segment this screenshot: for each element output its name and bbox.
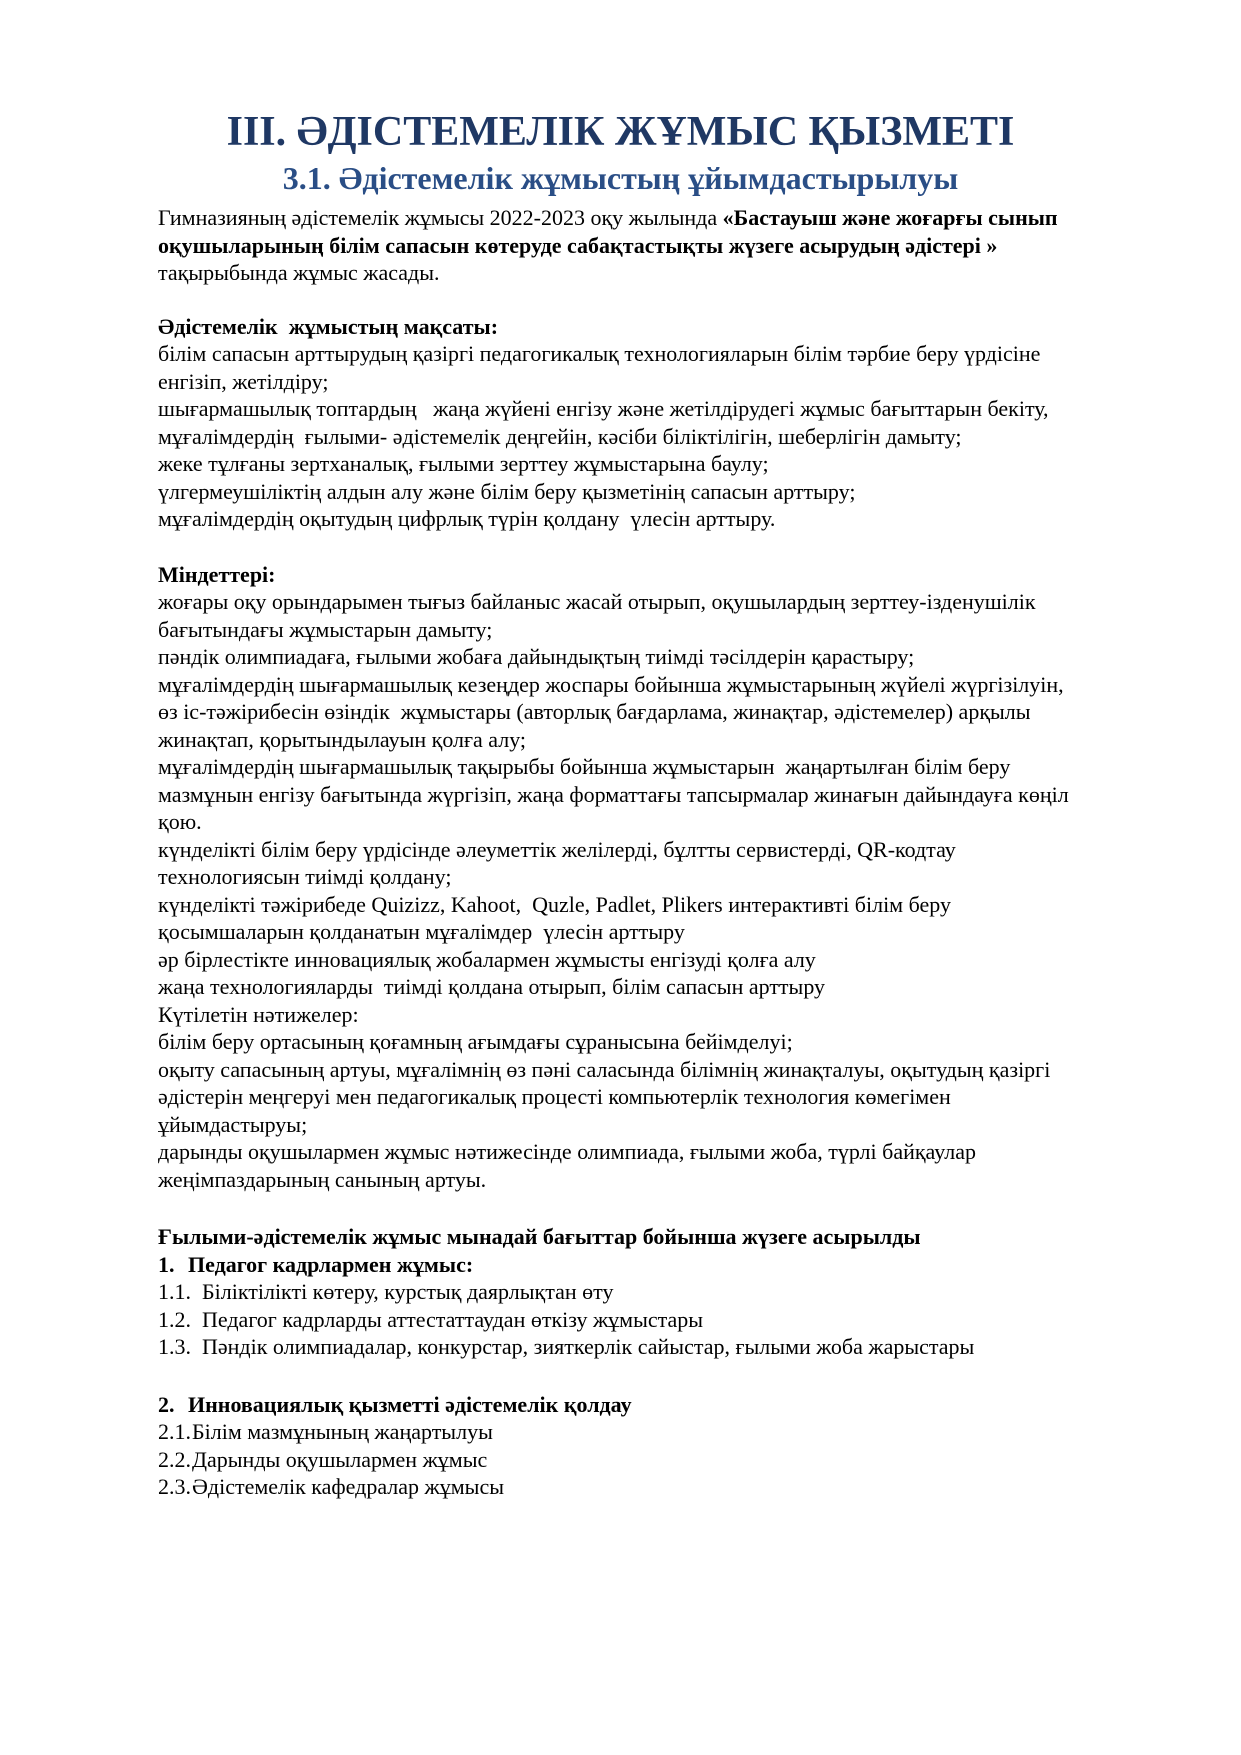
task-item: оқыту сапасының артуы, мұғалімнің өз пәні саласында білімнің жинақталуы, оқытудың қазіргі әдістерін меңгеруі мен педагогикалық процесті компьютерлік технология көмегімен ұйымдастыруы;: [158, 1056, 1056, 1137]
task-item: жоғары оқу орындарымен тығыз байланыс жасай отырып, оқушылардың зерттеу-ізденушілік бағытындағы жұмыстарын дамыту;: [158, 589, 1042, 642]
list-item-text: Дарынды оқушылармен жұмыс: [192, 1446, 488, 1472]
list-item: [158, 1446, 1083, 1474]
goal-item: үлгермеушіліктің алдын алу және білім беру қызметінің сапасын арттыру;: [158, 478, 856, 504]
list-item-number: 2.1.: [158, 1419, 191, 1444]
list-item: [158, 1473, 1083, 1501]
page-title: III. ӘДІСТЕМЕЛІК ЖҰМЫС ҚЫЗМЕТІ: [226, 109, 1015, 155]
spacer: [158, 533, 1083, 561]
list-item: [158, 1418, 1083, 1446]
list-item-text: Әдістемелік кафедралар жұмысы: [192, 1474, 504, 1499]
list-item: [158, 1306, 1083, 1334]
list-item-text: Біліктілікті көтеру, курстық даярлықтан өту: [202, 1279, 614, 1304]
section-heading-goal: Әдістемелік жұмыстың мақсаты:: [158, 313, 499, 339]
list-item: [158, 1278, 1083, 1306]
task-item: жаңа технологияларды тиімді қолдана отырып, білім сапасын арттыру: [158, 974, 826, 999]
task-item: мұғалімдердің шығармашылық тақырыбы бойынша жұмыстарын жаңартылған білім беру мазмұнын енгізу бағытында жүргізіп, жаңа форматтағы тапсырмалар жинағын дайындауға көңіл қою.: [158, 754, 1075, 834]
task-item: білім беру ортасының қоғамның ағымдағы сұранысына бейімделуі;: [158, 1029, 793, 1054]
group-heading: [158, 1391, 1083, 1419]
task-item: Күтілетін нәтижелер:: [158, 1001, 359, 1027]
list-item-number: 1.1.: [158, 1279, 191, 1304]
list-item-number: 2.2.: [158, 1446, 191, 1472]
list-item-text: Педагог кадрларды аттестаттаудан өткізу жұмыстары: [202, 1306, 704, 1332]
list-item-text: Пәндік олимпиадалар, конкурстар, зияткерлік сайыстар, ғылыми жоба жарыстары: [202, 1334, 975, 1359]
list-item: [158, 1333, 1083, 1361]
task-item: дарынды оқушылармен жұмыс нәтижесінде олимпиада, ғылыми жоба, түрлі байқаулар жеңімпаздарының санының артуы.: [158, 1139, 982, 1192]
directions-heading: Ғылыми-әдістемелік жұмыс мынадай бағыттар бойынша жүзеге асырылды: [158, 1224, 921, 1249]
group-number: 1.: [158, 1251, 175, 1277]
section-heading-tasks: Міндеттері:: [158, 561, 276, 587]
goal-item: жеке тұлғаны зертханалық, ғылыми зерттеу жұмыстарына баулу;: [158, 451, 769, 476]
intro-paragraph: [158, 204, 1083, 287]
list-item-text: Білім мазмұнының жаңартылуы: [192, 1419, 493, 1444]
task-item: күнделікті тәжірибеде Quizizz, Kahoot, Quzle, Padlet, Plikers интерактивті білім беру қосымшаларын қолданатын мұғалімдер үлесін арттыру: [158, 891, 957, 944]
task-item: күнделікті білім беру үрдісінде әлеуметтік желілерді, бұлтты сервистерді, QR-кодтау технологиясын тиімді қолдану;: [158, 836, 962, 889]
goal-item: мұғалімдердің оқытудың цифрлық түрін қолдану үлесін арттыру.: [158, 506, 776, 531]
list-item-number: 1.3.: [158, 1334, 191, 1359]
intro-text-bold: «Бастауыш және жоғарғы сынып оқушыларының білім сапасын көтеруде сабақтастықты жүзеге асырудың әдістері »: [158, 205, 1064, 258]
intro-text-start: Гимназияның әдістемелік жұмысы 2022-2023 оқу жылында: [158, 205, 723, 230]
goal-item: білім сапасын арттырудың қазіргі педагогикалық технологияларын білім тәрбие беру үрдісіне енгізіп, жетілдіру;: [158, 341, 1046, 394]
group-title: Инновациялық қызметті әдістемелік қолдау: [188, 1391, 632, 1417]
spacer: [158, 1193, 1083, 1223]
group-number: 2.: [158, 1391, 175, 1417]
task-item: пәндік олимпиадаға, ғылыми жобаға дайындықтың тиімді тәсілдерін қарастыру;: [158, 644, 915, 669]
spacer: [158, 287, 1083, 313]
page-subtitle: 3.1. Әдістемелік жұмыстың ұйымдастырылуы: [282, 160, 959, 196]
task-item: әр бірлестікте инновациялық жобалармен жұмысты енгізуді қолға алу: [158, 946, 816, 972]
spacer: [158, 1361, 1083, 1391]
intro-text-end: тақырыбында жұмыс жасады.: [158, 232, 1003, 285]
goal-item: шығармашылық топтардың жаңа жүйені енгізу және жетілдірудегі жұмыс бағыттарын бекіту, мұғалімдердің ғылыми- әдістемелік деңгейін, кәсіби біліктілігін, шеберлігін дамыту;: [158, 396, 1055, 449]
list-item-number: 2.3.: [158, 1474, 191, 1499]
group-heading: [158, 1251, 1083, 1279]
task-item: мұғалімдердің шығармашылық кезеңдер жоспары бойынша жұмыстарының жүйелі жүргізілуін, өз іс-тәжірибесін өзіндік жұмыстары (авторлық бағдарлама, жинақтар, әдістемелер) арқылы жинақтап, қорытындылауын қолға алу;: [158, 671, 1070, 752]
list-item-number: 1.2.: [158, 1306, 191, 1332]
group-title: Педагог кадрлармен жұмыс:: [188, 1251, 474, 1277]
